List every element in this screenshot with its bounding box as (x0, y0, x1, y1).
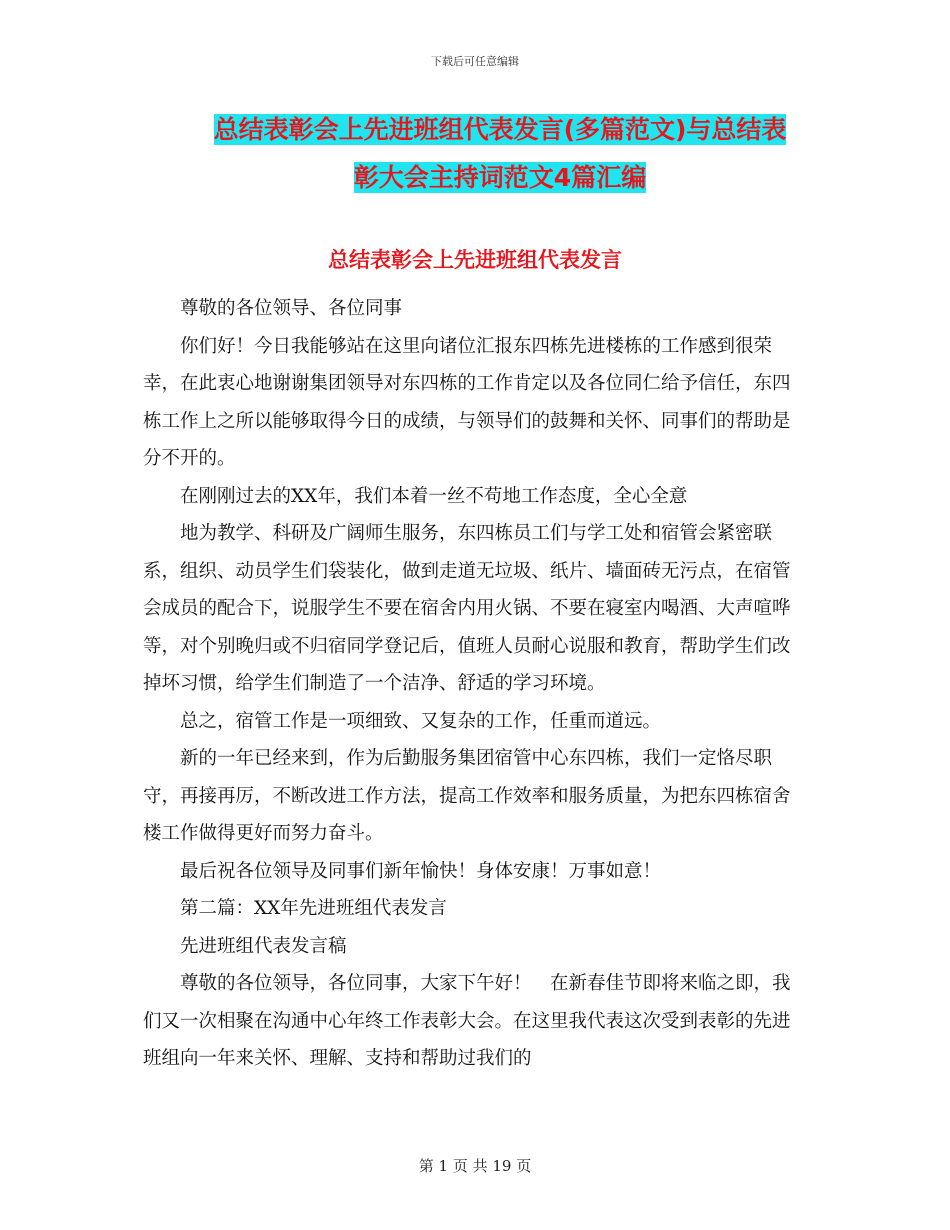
paragraph: 在刚刚过去的XX年，我们本着一丝不苟地工作态度，全心全意 (180, 485, 688, 507)
paragraph: 尊敬的各位领导、各位同事 (180, 298, 403, 319)
paragraph: 地为教学、科研及广阔师生服务，东四栋员工们与学工处和宿管会紧密联系，组织、动员学生们袋装化，做到走道无垃圾、纸片、墙面砖无污点，在宿管会成员的配合下，说服学生不要在宿舍内用火锅、不要在寝室内喝酒、大声喧哗等，对个别晚归或不归宿同学登记后，值班人员耐心说服和教育，帮助学生们改掉坏习惯，给学生们制造了一个洁净、舒适的学习环境。 (143, 523, 791, 694)
paragraph: 先进班组代表发言稿 (180, 935, 347, 957)
paragraph: 新的一年已经来到，作为后勤服务集团宿管中心东四栋，我们一定恪尽职守，再接再厉，不断改进工作方法，提高工作效率和服务质量，为把东四栋宿舍楼工作做得更好而努力奋斗。 (143, 748, 791, 844)
header-note: 下载后可任意编辑 (431, 55, 519, 68)
paragraph: 最后祝各位领导及同事们新年愉快！身体安康！万事如意！ (180, 860, 662, 882)
title-line-1: 总结表彰会上先进班组代表发言(多篇范文)与总结表 (213, 115, 787, 144)
document-title (150, 106, 850, 202)
page-footer: 第 1 页 共 19 页 (418, 1157, 532, 1175)
paragraph: 第二篇：XX年先进班组代表发言 (180, 898, 447, 919)
body-text (143, 290, 803, 1078)
paragraph: 你们好！今日我能够站在这里向诸位汇报东四栋先进楼栋的工作感到很荣幸，在此衷心地谢谢集团领导对东四栋的工作肯定以及各位同仁给予信任，东四栋工作上之所以能够取得今日的成绩，与领导们的鼓舞和关怀、同事们的帮助是分不开的。 (143, 335, 791, 469)
title-line-2: 彰大会主持词范文4篇汇编 (353, 163, 647, 192)
paragraph: 尊敬的各位领导，各位同事，大家下午好！ 在新春佳节即将来临之即，我们又一次相聚在沟通中心年终工作表彰大会。在这里我代表这次受到表彰的先进班组向一年来关怀、理解、支持和帮助过我们的 (143, 973, 791, 1069)
section-title: 总结表彰会上先进班组代表发言 (328, 248, 622, 272)
paragraph: 总之，宿管工作是一项细致、又复杂的工作，任重而道远。 (180, 710, 662, 732)
